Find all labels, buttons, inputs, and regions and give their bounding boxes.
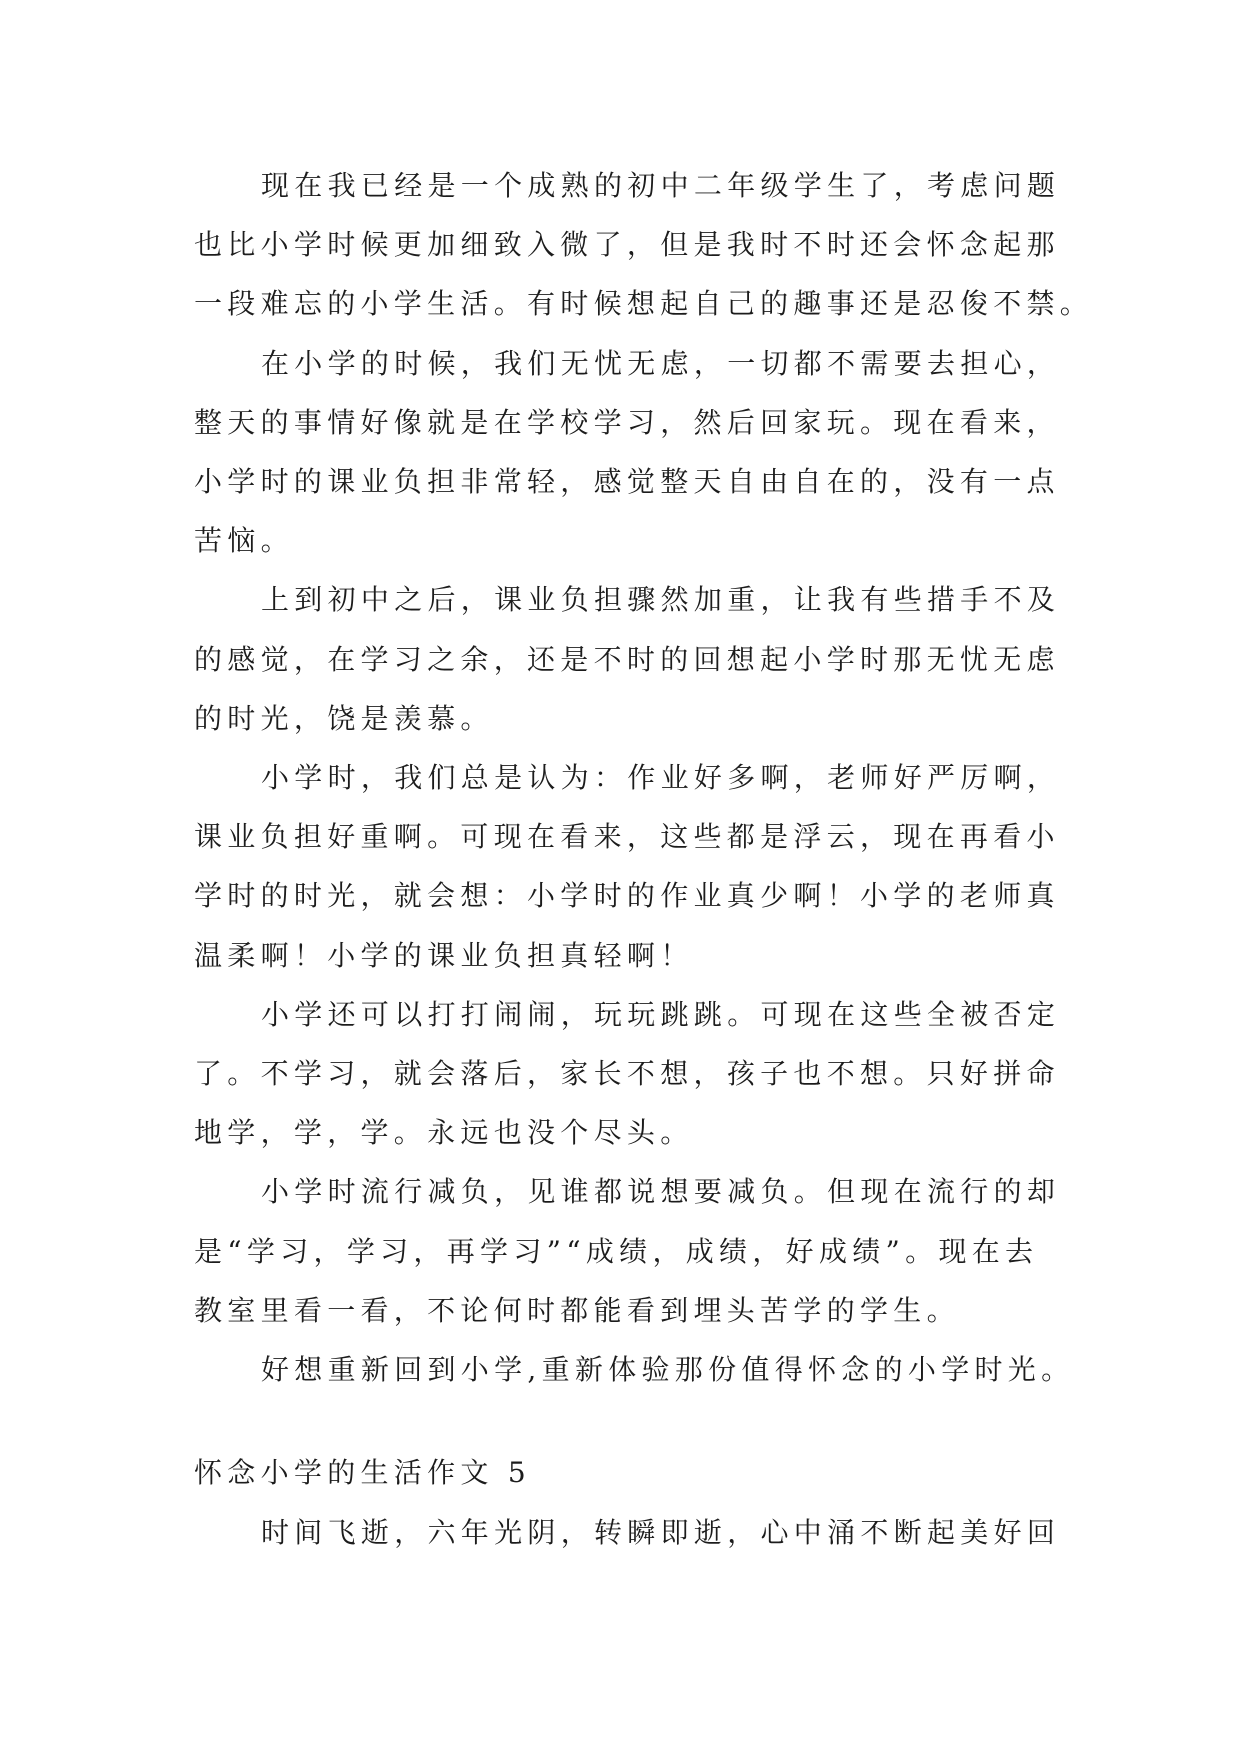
paragraph-line: 小学时，我们总是认为：作业好多啊，老师好严厉啊，	[261, 761, 1061, 794]
paragraph-line: 温柔啊！小学的课业负担真轻啊！	[194, 939, 694, 972]
paragraph-line: 好想重新回到小学,重新体验那份值得怀念的小学时光。	[261, 1353, 1075, 1386]
paragraph-line: 小学时流行减负，见谁都说想要减负。但现在流行的却	[261, 1175, 1061, 1208]
paragraph-line: 的时光，饶是羡慕。	[194, 702, 494, 735]
paragraph-line: 是“学习，学习，再学习”“成绩，成绩，好成绩”。现在去	[194, 1235, 1039, 1268]
paragraph-line: 课业负担好重啊。可现在看来，这些都是浮云，现在再看小	[194, 820, 1060, 853]
paragraph-line: 地学，学，学。永远也没个尽头。	[194, 1116, 694, 1149]
paragraph-line: 的感觉，在学习之余，还是不时的回想起小学时那无忧无虑	[194, 643, 1060, 676]
paragraph-line: 学时的时光，就会想：小学时的作业真少啊！小学的老师真	[194, 879, 1060, 912]
paragraph-line: 上到初中之后，课业负担骤然加重，让我有些措手不及	[261, 583, 1061, 616]
paragraph-line: 苦恼。	[194, 524, 294, 557]
paragraph-line: 现在我已经是一个成熟的初中二年级学生了，考虑问题	[261, 169, 1061, 202]
section-heading: 怀念小学的生活作文 5	[194, 1456, 532, 1489]
paragraph-line: 教室里看一看，不论何时都能看到埋头苦学的学生。	[194, 1294, 960, 1327]
paragraph-line: 在小学的时候，我们无忧无虑，一切都不需要去担心，	[261, 347, 1061, 380]
paragraph-line: 时间飞逝，六年光阴，转瞬即逝，心中涌不断起美好回	[261, 1516, 1061, 1549]
paragraph-line: 了。不学习，就会落后，家长不想，孩子也不想。只好拼命	[194, 1057, 1060, 1090]
paragraph-line: 小学时的课业负担非常轻，感觉整天自由自在的，没有一点	[194, 465, 1060, 498]
paragraph-line: 一段难忘的小学生活。有时候想起自己的趣事还是忍俊不禁。	[194, 287, 1094, 320]
paragraph-line: 整天的事情好像就是在学校学习，然后回家玩。现在看来，	[194, 406, 1060, 439]
paragraph-line: 小学还可以打打闹闹，玩玩跳跳。可现在这些全被否定	[261, 998, 1061, 1031]
paragraph-line: 也比小学时候更加细致入微了，但是我时不时还会怀念起那	[194, 228, 1060, 261]
